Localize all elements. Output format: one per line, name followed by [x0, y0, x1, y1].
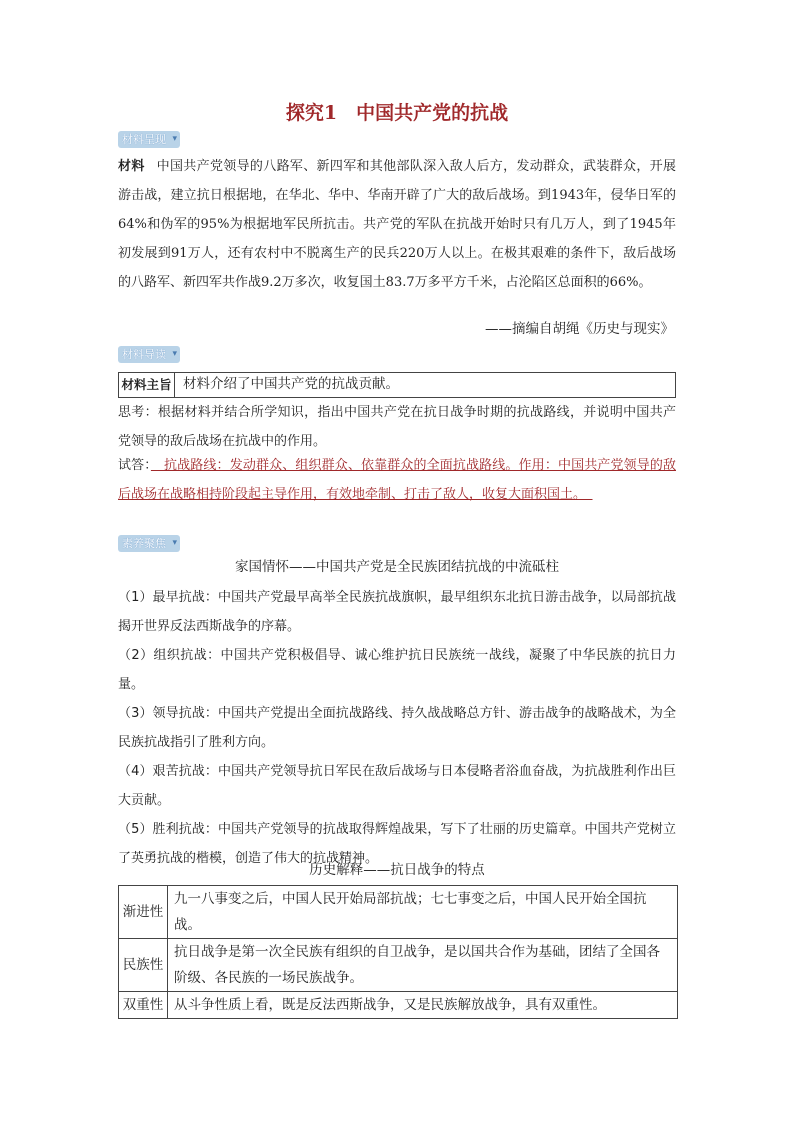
trait-key: 双重性: [119, 992, 168, 1019]
list-item: （2）组织抗战：中国共产党积极倡导、诚心维护抗日民族统一战线，凝聚了中华民族的抗日力量。: [118, 648, 676, 692]
list-item: （5）胜利抗战：中国共产党领导的抗战取得辉煌战果，写下了壮丽的历史篇章。中国共产党树立了英勇抗战的楷模，创造了伟大的抗战精神。: [118, 822, 676, 866]
tag-literacy: [118, 535, 180, 552]
list-item: （3）领导抗战：中国共产党提出全面抗战路线、持久战战略总方针、游击战争的战略战术，为全民族抗战指引了胜利方向。: [118, 706, 676, 750]
list-item: （4）艰苦抗战：中国共产党领导抗日军民在敌后战场与日本侵略者浴血奋战，为抗战胜利作出巨大贡献。: [118, 764, 676, 808]
answer-text: 抗战路线：发动群众、组织群众、依靠群众的全面抗战路线。作用：中国共产党领导的敌后战场在战略相持阶段起主导作用，有效地牵制、打击了敌人，收复大面积国土。: [118, 458, 676, 502]
answer-paragraph: [118, 451, 676, 509]
tag-label: 材料导读: [122, 348, 166, 361]
trait-key: 渐进性: [119, 886, 168, 939]
list-item: （1）最早抗战：中国共产党最早高举全民族抗战旗帜，最早组织东北抗日游击战争，以局部抗战揭开世界反法西斯战争的序幕。: [118, 590, 676, 634]
heading-history-explanation: 历史解释——抗日战争的特点: [309, 862, 485, 878]
trait-value: 九一八事变之后，中国人民开始局部抗战；七七事变之后，中国人民开始全国抗战。: [168, 886, 678, 939]
table-row: [119, 992, 678, 1019]
table-row: [119, 939, 678, 992]
material-summary-box: [118, 372, 676, 398]
trait-value: 抗日战争是第一次全民族有组织的自卫战争，是以国共合作为基础，团结了全国各阶级、各民族的一场民族战争。: [168, 939, 678, 992]
trait-value: 从斗争性质上看，既是反法西斯战争，又是民族解放战争，具有双重性。: [168, 992, 678, 1019]
summary-label: 材料主旨: [119, 373, 175, 397]
summary-text: 材料介绍了中国共产党的抗战贡献。: [183, 376, 399, 392]
trait-key: 民族性: [119, 939, 168, 992]
tag-material-present: [118, 131, 180, 148]
tag-material-guide: [118, 346, 180, 363]
tag-label: 素养聚焦: [122, 537, 166, 550]
table-row: [119, 886, 678, 939]
section-title: 探究1 中国共产党的抗战: [285, 102, 509, 124]
traits-table: [118, 885, 678, 1019]
material-source: ——摘编自胡绳《历史与现实》: [485, 321, 674, 337]
points-list: [118, 583, 676, 873]
material-label: 材料: [118, 159, 145, 174]
material-paragraph: [118, 152, 676, 297]
think-question: 思考：根据材料并结合所学知识，指出中国共产党在抗日战争时期的抗战路线，并说明中国共产党领导的敌后战场在抗战中的作用。: [118, 405, 676, 449]
material-text: 中国共产党领导的八路军、新四军和其他部队深入敌人后方，发动群众，武装群众，开展游击战，建立抗日根据地，在华北、华中、华南开辟了广大的敌后战场。到1943年，侵华日军的64%和伪军的95%为根据地军民所抗击。共产党的军队在抗战开始时只有几万人，到了1945年初发展到91万人，还有农村中不脱离生产的民兵220万人以上。在极其艰难的条件下，敌后战场的八路军、新四军共作战9.2万多次，收复国土83.7万多平方千米，占沦陷区总面积的66%。: [118, 159, 676, 290]
answer-label: 试答：: [118, 458, 151, 473]
heading-patriotism: 家国情怀——中国共产党是全民族团结抗战的中流砥柱: [235, 559, 559, 575]
tag-label: 材料呈现: [122, 133, 166, 146]
